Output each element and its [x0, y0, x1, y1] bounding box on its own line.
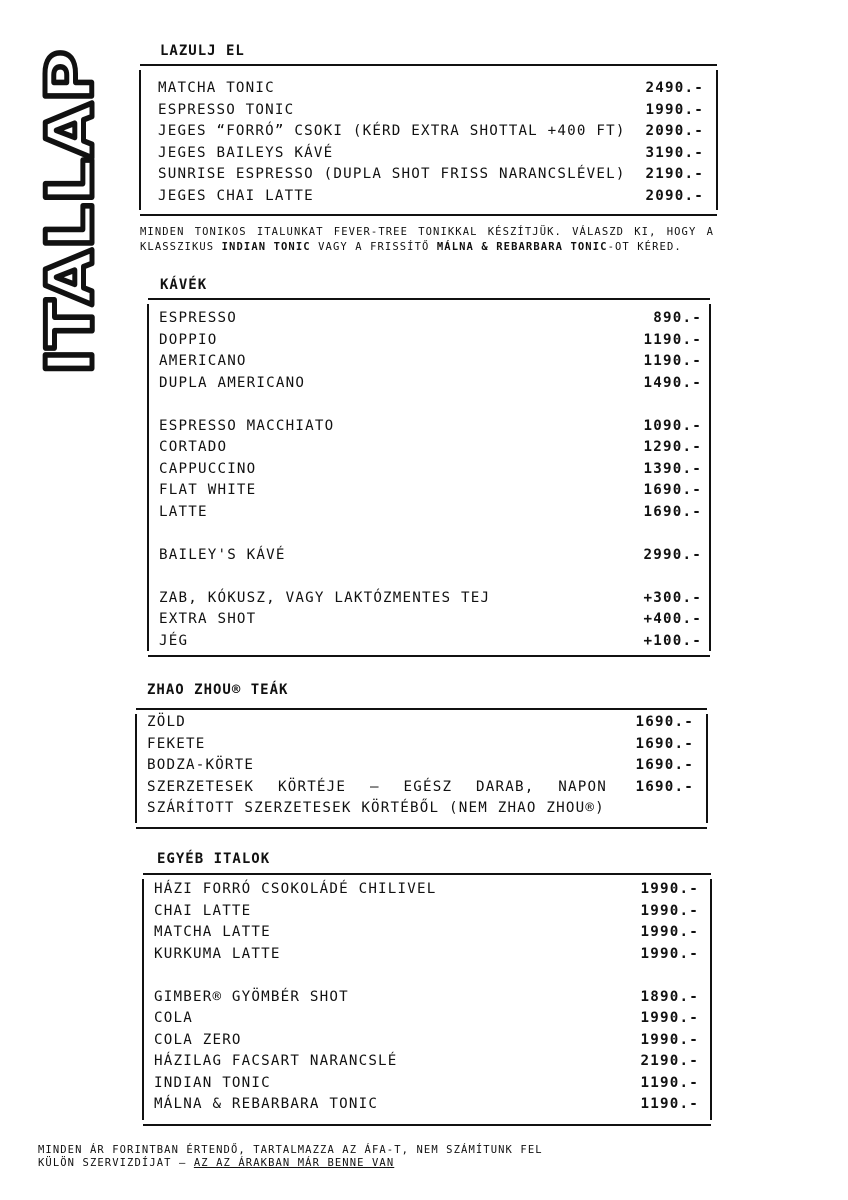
teak-box [136, 708, 707, 829]
menu-item-price: 2990.- [643, 546, 702, 563]
menu-item-name: BAILEY'S KÁVÉ [159, 546, 286, 563]
menu-item [154, 1030, 699, 1052]
menu-item-price: 1490.- [643, 374, 702, 391]
menu-item-price: 2190.- [645, 166, 704, 182]
egyeb-list [154, 879, 699, 1116]
vertical-title-text: ITALLAP [34, 84, 108, 375]
section-title-kavek: KÁVÉK [160, 277, 208, 293]
menu-item-price: 1190.- [643, 331, 702, 348]
menu-item [158, 164, 704, 186]
lazulj-el-box [140, 64, 717, 216]
menu-item-name: ESPRESSO MACCHIATO [159, 417, 335, 434]
menu-item [147, 712, 694, 734]
menu-item-price: 1990.- [640, 924, 699, 940]
menu-item-price: 1190.- [643, 353, 702, 369]
menu-item [159, 308, 702, 330]
tea-item-szerzetesek [147, 777, 694, 820]
menu-item-name: JEGES CHAI LATTE [158, 187, 314, 204]
menu-item [154, 1008, 699, 1030]
menu-item [159, 437, 702, 459]
menu-item [154, 879, 699, 901]
menu-item-name: JEGES BAILEYS KÁVÉ [158, 144, 334, 161]
menu-item-name: COLA ZERO [154, 1031, 242, 1048]
menu-item-name: CAPPUCCINO [159, 460, 257, 477]
menu-item-name: JEGES “FORRÓ” CSOKI (KÉRD EXTRA SHOTTAL +400 FT) [158, 123, 626, 139]
menu-item [159, 459, 702, 481]
menu-item [154, 901, 699, 923]
menu-item-price: 1690.- [643, 503, 702, 520]
menu-item-price: 1990.- [640, 1010, 699, 1026]
menu-item-name: ZAB, KÓKUSZ, VAGY LAKTÓZMENTES TEJ [159, 589, 491, 606]
menu-item-name: EXTRA SHOT [159, 611, 257, 627]
menu-item-price: 1690.- [643, 482, 702, 498]
menu-item [154, 1094, 699, 1116]
menu-item-name: HÁZILAG FACSART NARANCSLÉ [154, 1053, 398, 1069]
menu-item [159, 609, 702, 631]
tonic-note-2 [140, 240, 714, 255]
menu-item [159, 330, 702, 352]
menu-item [154, 944, 699, 966]
menu-item [154, 922, 699, 944]
footer-note [38, 1144, 543, 1169]
menu-item-name: AMERICANO [159, 353, 247, 369]
menu-item-name: HÁZI FORRÓ CSOKOLÁDÉ CHILIVEL [154, 881, 437, 897]
menu-item-name: MATCHA TONIC [158, 80, 275, 96]
menu-item-price: 1990.- [640, 881, 699, 897]
menu-item-name: ZÖLD [147, 714, 186, 730]
menu-item-name: CORTADO [159, 439, 228, 455]
menu-item-price: 1890.- [640, 988, 699, 1005]
section-title-lazulj-el: LAZULJ EL [160, 43, 245, 59]
section-title-teak: ZHAO ZHOU® TEÁK [147, 682, 289, 698]
menu-item [158, 121, 704, 143]
menu-item [159, 480, 702, 502]
tonic-note-bold-indian: INDIAN TONIC [221, 241, 311, 253]
tonic-note-text-b: VAGY A FRISSÍTŐ [310, 241, 437, 253]
menu-item [158, 100, 704, 122]
menu-item-name: KURKUMA LATTE [154, 945, 281, 962]
menu-item-name: FLAT WHITE [159, 482, 257, 498]
menu-item [159, 545, 702, 567]
tonic-note-text-a: KLASSZIKUS [140, 241, 222, 253]
menu-item [159, 351, 702, 373]
menu-item-price: 1290.- [643, 439, 702, 455]
menu-item-price: 1190.- [640, 1096, 699, 1112]
menu-item-name: INDIAN TONIC [154, 1074, 271, 1091]
egyeb-box [143, 873, 711, 1126]
teak-list [147, 712, 694, 777]
menu-item-price: 1990.- [640, 902, 699, 919]
menu-item-name: LATTE [159, 503, 208, 520]
footer-underlined: AZ AZ ÁRAKBAN MÁR BENNE VAN [193, 1156, 395, 1169]
menu-item [159, 502, 702, 524]
tonic-note [140, 225, 714, 240]
tea-multiline-line2: SZÁRÍTOTT SZERZETESEK KÖRTÉBŐL (NEM ZHAO ZHOU®) [147, 800, 605, 816]
lazulj-el-list [158, 78, 704, 207]
menu-item-price: +300.- [643, 589, 702, 606]
menu-item [147, 755, 694, 777]
menu-item [158, 186, 704, 208]
menu-item [159, 373, 702, 395]
footer-line2-text: KÜLÖN SZERVIZDÍJAT — [38, 1156, 194, 1169]
section-title-egyeb: EGYÉB ITALOK [157, 851, 271, 867]
menu-item-price: 2090.- [645, 123, 704, 139]
menu-item-price: +400.- [643, 611, 702, 627]
menu-item [158, 143, 704, 165]
menu-item [154, 1051, 699, 1073]
menu-item-price: 1990.- [640, 1031, 699, 1048]
menu-item-price: 2090.- [645, 187, 704, 204]
menu-item-name: DOPPIO [159, 331, 218, 348]
menu-item-name: DUPLA AMERICANO [159, 374, 306, 391]
menu-item-name: CHAI LATTE [154, 902, 252, 919]
menu-item-price: 1990.- [640, 945, 699, 962]
menu-item [159, 416, 702, 438]
menu-item-price: 890.- [653, 310, 702, 326]
menu-item-price: +100.- [643, 632, 702, 649]
menu-item-name: JÉG [159, 632, 189, 649]
kavek-box [148, 298, 710, 657]
menu-item-price: 1690.- [635, 778, 694, 795]
group-spacer [159, 566, 702, 588]
group-spacer [159, 394, 702, 416]
menu-item-name: FEKETE [147, 735, 206, 752]
group-spacer [154, 965, 699, 987]
menu-item-name: COLA [154, 1010, 193, 1026]
menu-item-price: 1690.- [635, 757, 694, 773]
footer-line2 [38, 1157, 543, 1170]
menu-item-price: 1090.- [643, 417, 702, 434]
menu-item-price: 1390.- [643, 460, 702, 477]
menu-item [147, 734, 694, 756]
menu-item-name [147, 777, 607, 820]
menu-item-name: ESPRESSO [159, 310, 237, 326]
menu-item-name: GIMBER® GYÖMBÉR SHOT [154, 988, 349, 1005]
menu-item-price: 1690.- [635, 735, 694, 752]
tonic-note-line1: MINDEN TONIKOS ITALUNKAT FEVER-TREE TONIKKAL KÉSZÍTJÜK. VÁLASZD KI, HOGY A [140, 226, 714, 238]
menu-item-price: 1190.- [640, 1074, 699, 1091]
vertical-title-logo [30, 40, 120, 380]
footer-line1: MINDEN ÁR FORINTBAN ÉRTENDŐ, TARTALMAZZA AZ ÁFA-T, NEM SZÁMÍTUNK FEL [38, 1144, 543, 1156]
menu-item-price: 1690.- [635, 714, 694, 730]
menu-item-name: MÁLNA & REBARBARA TONIC [154, 1096, 379, 1112]
menu-item-price: 3190.- [645, 144, 704, 161]
menu-item-price: 2490.- [645, 80, 704, 96]
menu-item [159, 631, 702, 653]
menu-item [154, 987, 699, 1009]
menu-item-name: ESPRESSO TONIC [158, 101, 295, 118]
menu-item-name: SUNRISE ESPRESSO (DUPLA SHOT FRISS NARANCSLÉVEL) [158, 166, 626, 182]
kavek-list [159, 308, 702, 652]
tonic-note-bold-malna: MÁLNA & REBARBARA TONIC [436, 241, 608, 253]
menu-item [154, 1073, 699, 1095]
menu-item-price: 1990.- [645, 101, 704, 118]
menu-item-name: MATCHA LATTE [154, 924, 271, 940]
menu-item [158, 78, 704, 100]
tonic-note-text-c: -OT KÉRED. [607, 241, 682, 253]
group-spacer [159, 523, 702, 545]
tea-multiline-line1: SZERZETESEK KÖRTÉJE — EGÉSZ DARAB, NAPON [147, 778, 607, 795]
menu-item-name: BODZA-KÖRTE [147, 757, 255, 773]
menu-item [159, 588, 702, 610]
menu-item-price: 2190.- [640, 1053, 699, 1069]
